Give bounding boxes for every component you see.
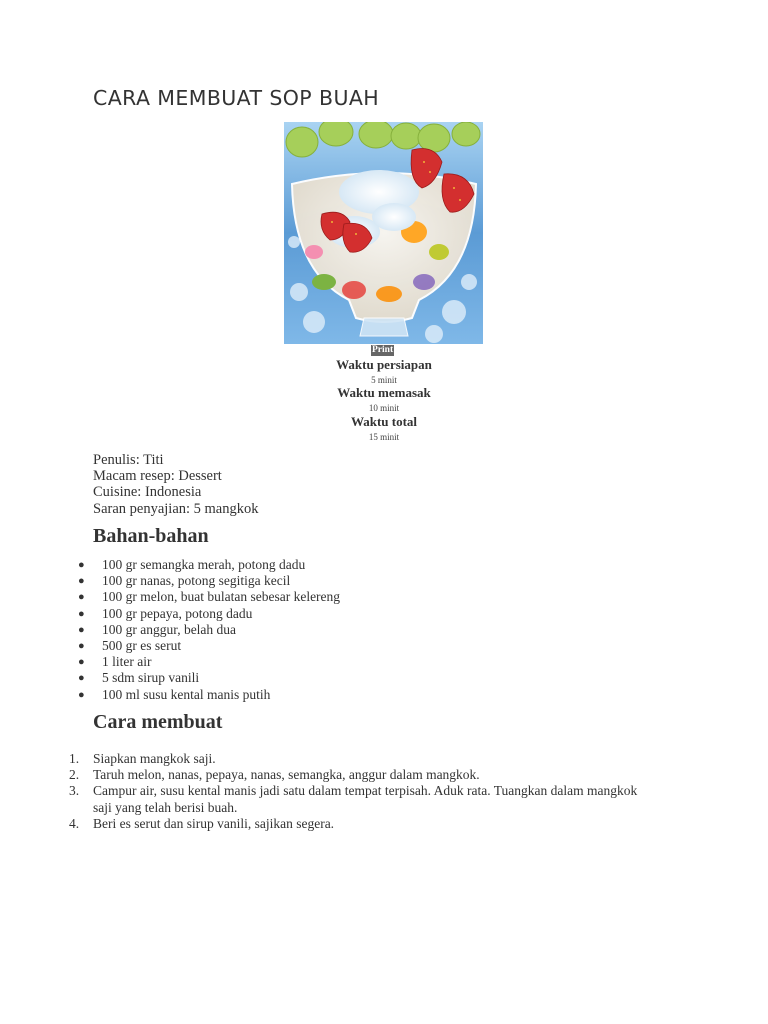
ingredient-text: 500 gr es serut [102, 638, 182, 654]
list-item [0, 687, 340, 703]
list-item [0, 622, 340, 638]
cook-time-label: Waktu memasak [337, 385, 431, 400]
list-item [0, 573, 340, 589]
bullet-icon: ● [78, 656, 85, 669]
list-item [0, 783, 650, 815]
serving-suggestion: Saran penyajian: 5 mangkok [93, 500, 259, 517]
bullet-icon: ● [78, 672, 85, 685]
sop-buah-photo [284, 122, 483, 344]
prep-time-value: 5 minit [371, 375, 397, 385]
bullet-icon: ● [78, 575, 85, 588]
step-number: 4. [69, 815, 80, 831]
total-time-value: 15 minit [368, 432, 400, 442]
ingredient-text: 100 gr semangka merah, potong dadu [102, 557, 306, 572]
total-time [284, 414, 484, 443]
print-link[interactable]: Print [372, 345, 394, 355]
cuisine: Cuisine: Indonesia [93, 484, 202, 501]
ingredient-text: 5 sdm sirup vanili [102, 670, 200, 686]
step-text: Siapkan mangkok saji. [93, 751, 216, 766]
step-number: 1. [69, 751, 80, 766]
list-item [0, 751, 650, 767]
step-number: 3. [69, 783, 80, 799]
ingredient-text: 100 gr pepaya, potong dadu [102, 605, 253, 621]
ingredient-text: 1 liter air [102, 654, 152, 670]
prep-time [284, 357, 484, 386]
bullet-icon: ● [78, 591, 85, 604]
ingredient-text: 100 gr nanas, potong segitiga kecil [102, 573, 291, 589]
step-text: Campur air, susu kental manis jadi satu dalam tempat terpisah. Aduk rata. Tuangkan dalam mangkok saji yang telah berisi buah. [93, 783, 638, 815]
cook-time-value: 10 minit [368, 403, 400, 413]
ingredient-text: 100 gr melon, buat bulatan sebesar kelereng [102, 589, 341, 605]
step-text: Taruh melon, nanas, pepaya, nanas, semangka, anggur dalam mangkok. [93, 767, 480, 783]
list-item [0, 557, 340, 573]
bullet-icon: ● [78, 623, 85, 636]
steps-list [0, 751, 650, 832]
ingredient-text: 100 gr anggur, belah dua [102, 621, 237, 637]
steps-heading: Cara membuat [93, 711, 223, 733]
step-number: 2. [69, 767, 80, 783]
bullet-icon: ● [78, 559, 85, 571]
author: Penulis: Titi [93, 452, 164, 468]
list-item [0, 638, 340, 654]
recipe-type: Macam resep: Dessert [93, 468, 222, 485]
bullet-icon: ● [78, 688, 85, 701]
page-title: CARA MEMBUAT SOP BUAH [93, 86, 380, 110]
list-item [0, 606, 340, 622]
list-item [0, 654, 340, 670]
list-item [0, 589, 340, 605]
recipe-meta [93, 452, 259, 517]
ingredient-text: 100 ml susu kental manis putih [102, 686, 271, 702]
list-item [0, 816, 650, 832]
prep-time-label: Waktu persiapan [336, 357, 432, 372]
ingredients-list [0, 557, 340, 703]
list-item [0, 670, 340, 686]
bullet-icon: ● [78, 640, 85, 653]
bullet-icon: ● [78, 607, 85, 620]
total-time-label: Waktu total [350, 414, 418, 429]
step-text: Beri es serut dan sirup vanili, sajikan segera. [93, 815, 335, 831]
ingredients-heading: Bahan-bahan [93, 525, 209, 547]
cook-time [284, 385, 484, 414]
list-item [0, 767, 650, 783]
